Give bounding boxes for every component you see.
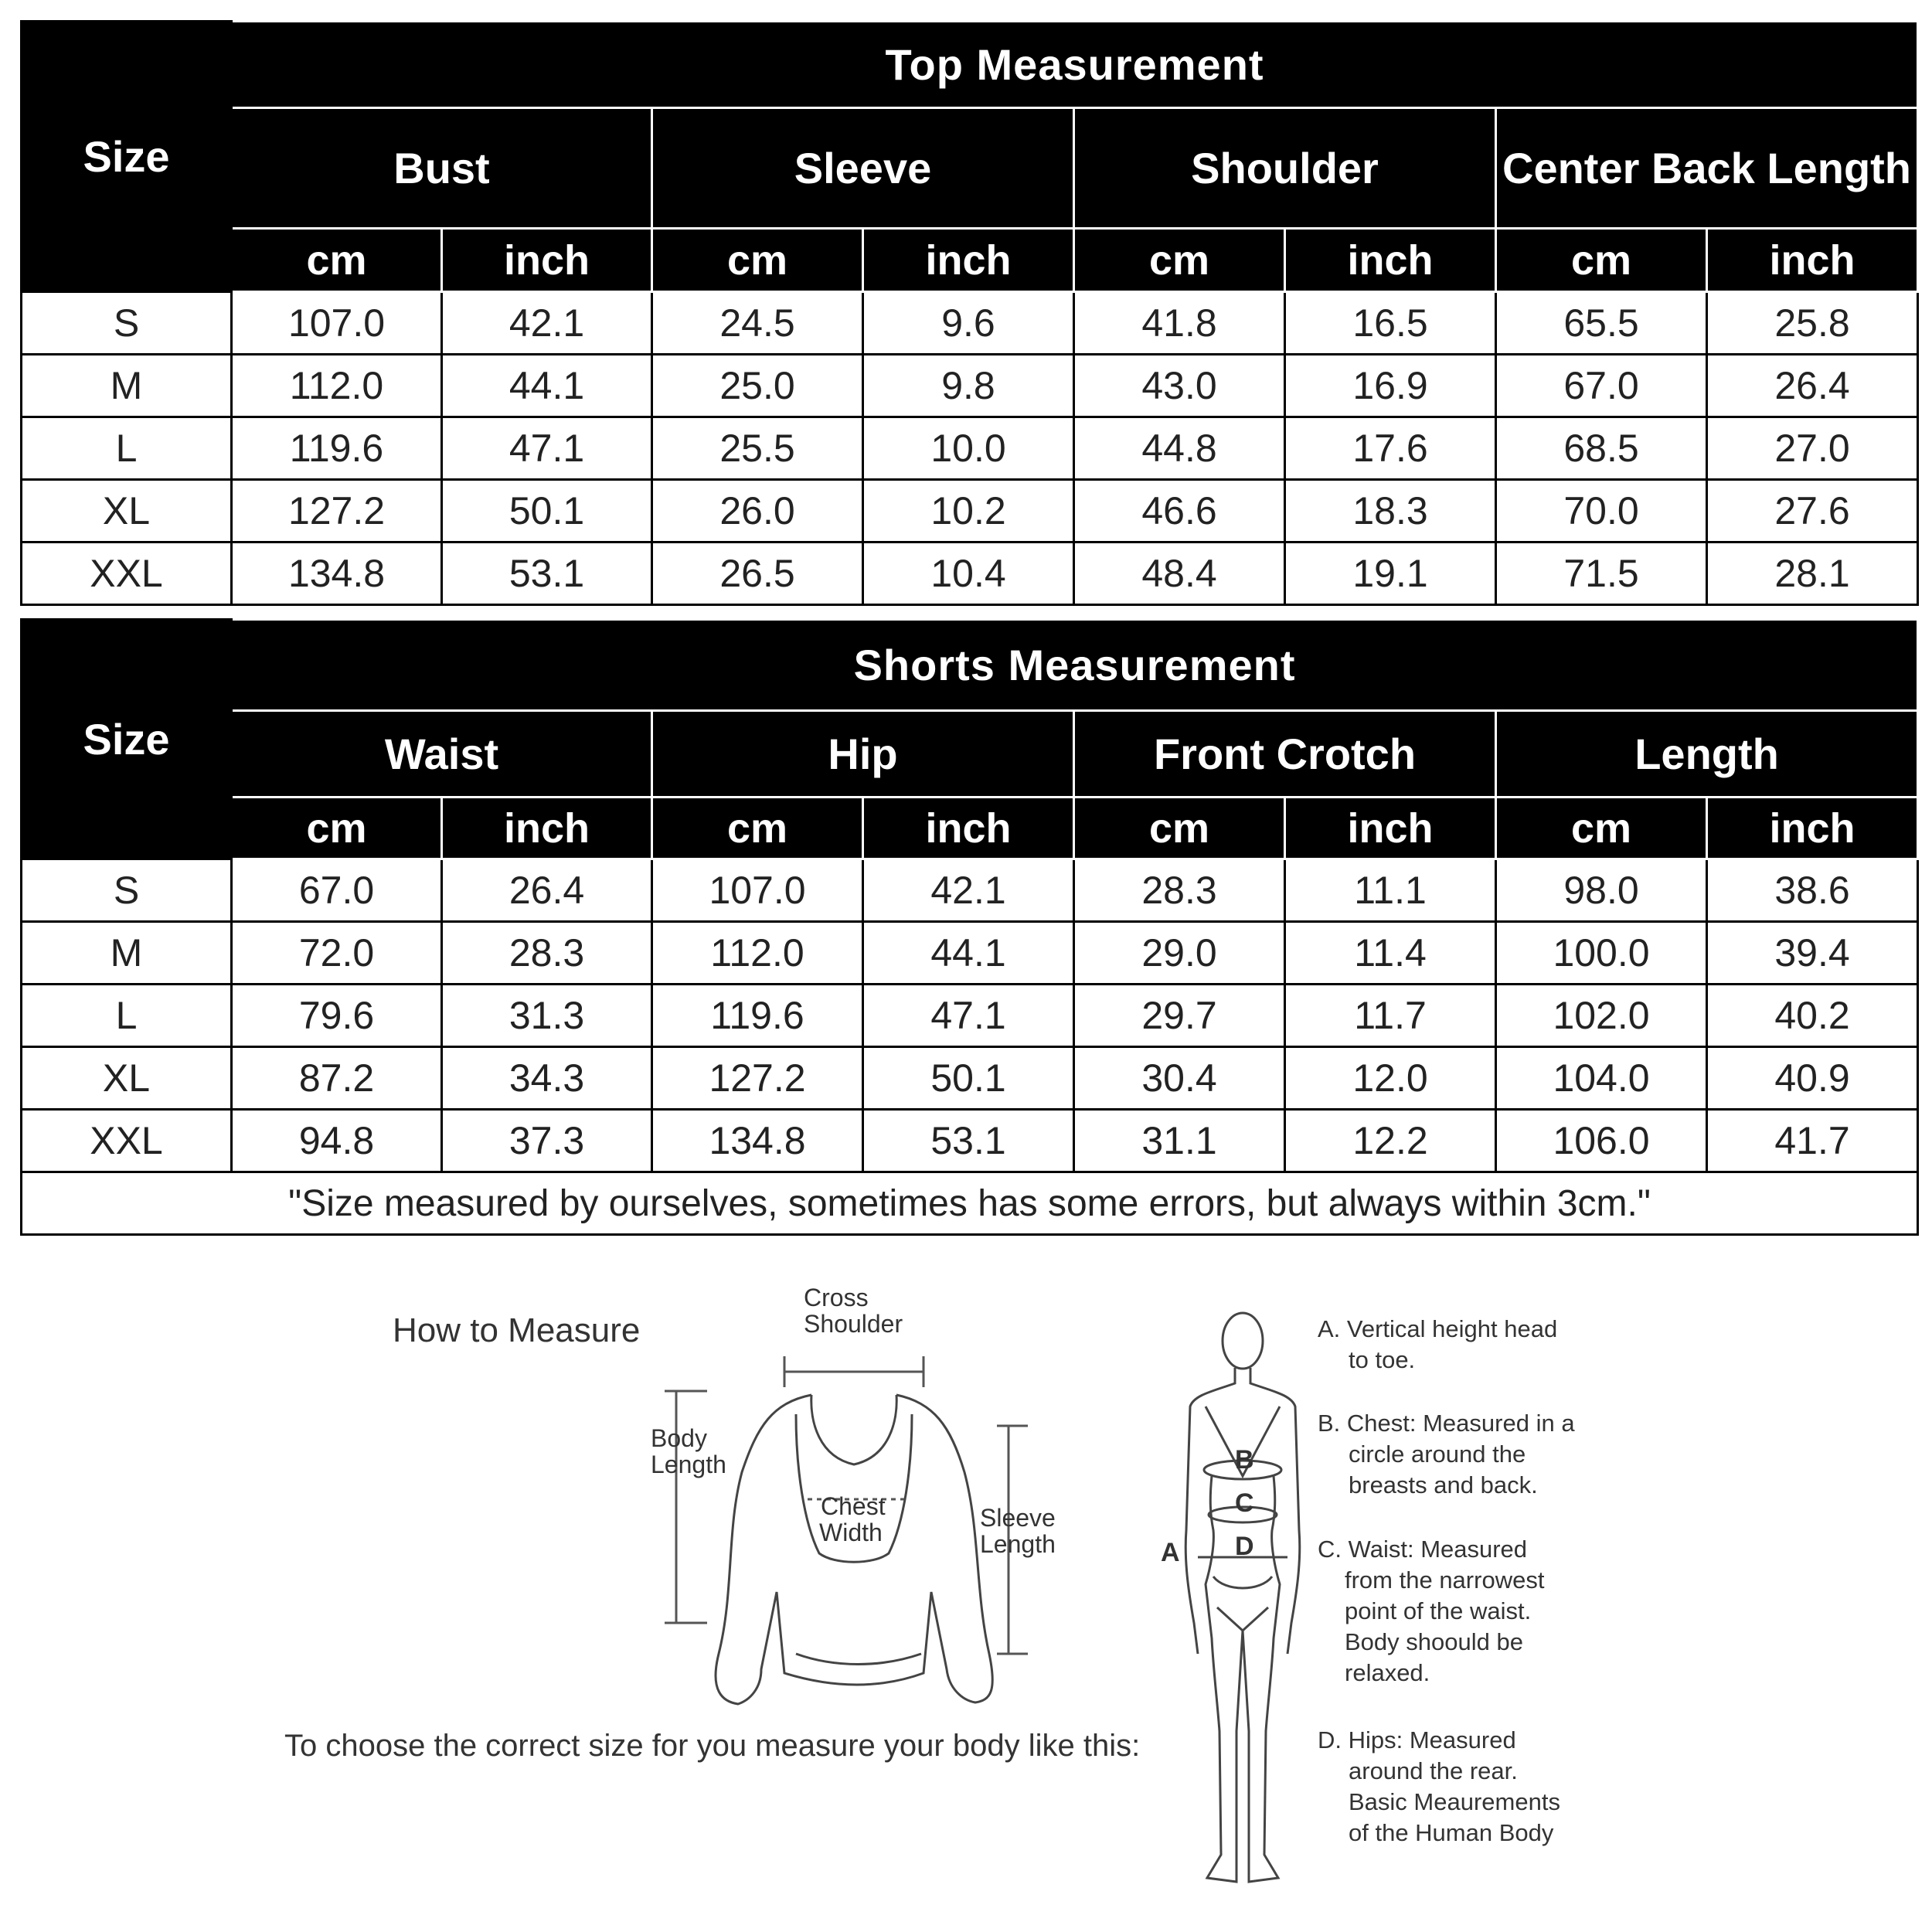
body-length-label-2: Length — [651, 1451, 726, 1478]
table-row — [22, 985, 1918, 1047]
value-cell: 31.3 — [442, 985, 652, 1047]
unit-header: inch — [442, 798, 652, 859]
value-cell: 11.1 — [1285, 859, 1496, 922]
value-cell: 30.4 — [1074, 1047, 1285, 1110]
unit-header: cm — [652, 798, 863, 859]
size-cell: L — [22, 985, 232, 1047]
value-cell: 31.1 — [1074, 1110, 1285, 1172]
note-b-line-2: circle around the — [1349, 1440, 1526, 1468]
unit-header: cm — [232, 798, 442, 859]
shorts-measurement-table — [20, 618, 1919, 1236]
value-cell: 119.6 — [652, 985, 863, 1047]
table-row — [22, 355, 1918, 417]
note-b-line-1: B. Chest: Measured in a — [1318, 1410, 1575, 1437]
size-cell: XL — [22, 480, 232, 543]
value-cell: 9.8 — [863, 355, 1074, 417]
size-cell: XL — [22, 1047, 232, 1110]
table-row — [22, 543, 1918, 605]
size-cell: XXL — [22, 543, 232, 605]
value-cell: 28.1 — [1707, 543, 1918, 605]
value-cell: 42.1 — [863, 859, 1074, 922]
size-cell: S — [22, 859, 232, 922]
value-cell: 40.9 — [1707, 1047, 1918, 1110]
value-cell: 26.4 — [1707, 355, 1918, 417]
unit-header: inch — [1707, 798, 1918, 859]
value-cell: 100.0 — [1496, 922, 1707, 985]
group-header-shoulder: Shoulder — [1074, 108, 1496, 229]
value-cell: 16.9 — [1285, 355, 1496, 417]
group-header-center-back-length: Center Back Length — [1496, 108, 1918, 229]
value-cell: 47.1 — [863, 985, 1074, 1047]
size-cell: L — [22, 417, 232, 480]
note-c-line-3: point of the waist. — [1345, 1597, 1532, 1624]
unit-header: cm — [1496, 229, 1707, 292]
value-cell: 119.6 — [232, 417, 442, 480]
value-cell: 27.6 — [1707, 480, 1918, 543]
value-cell: 29.0 — [1074, 922, 1285, 985]
value-cell: 25.0 — [652, 355, 863, 417]
value-cell: 24.5 — [652, 292, 863, 355]
value-cell: 19.1 — [1285, 543, 1496, 605]
value-cell: 71.5 — [1496, 543, 1707, 605]
value-cell: 112.0 — [652, 922, 863, 985]
value-cell: 10.0 — [863, 417, 1074, 480]
value-cell: 107.0 — [652, 859, 863, 922]
value-cell: 46.6 — [1074, 480, 1285, 543]
value-cell: 28.3 — [442, 922, 652, 985]
unit-header: cm — [1074, 229, 1285, 292]
value-cell: 39.4 — [1707, 922, 1918, 985]
table-row — [22, 922, 1918, 985]
table-row — [22, 1047, 1918, 1110]
marker-d: D — [1235, 1532, 1254, 1561]
value-cell: 12.0 — [1285, 1047, 1496, 1110]
group-header-front-crotch: Front Crotch — [1074, 711, 1496, 798]
chest-width-label-1: Chest — [821, 1492, 886, 1520]
value-cell: 27.0 — [1707, 417, 1918, 480]
value-cell: 18.3 — [1285, 480, 1496, 543]
size-cell: S — [22, 292, 232, 355]
value-cell: 70.0 — [1496, 480, 1707, 543]
note-a-line-1: A. Vertical height head — [1318, 1315, 1558, 1342]
note-c-line-2: from the narrowest — [1345, 1566, 1545, 1594]
unit-header: cm — [1496, 798, 1707, 859]
value-cell: 50.1 — [442, 480, 652, 543]
note-c-line-5: relaxed. — [1345, 1659, 1430, 1686]
value-cell: 11.4 — [1285, 922, 1496, 985]
value-cell: 79.6 — [232, 985, 442, 1047]
value-cell: 65.5 — [1496, 292, 1707, 355]
group-header-length: Length — [1496, 711, 1918, 798]
value-cell: 42.1 — [442, 292, 652, 355]
value-cell: 11.7 — [1285, 985, 1496, 1047]
value-cell: 127.2 — [232, 480, 442, 543]
value-cell: 29.7 — [1074, 985, 1285, 1047]
note-d-line-1: D. Hips: Measured — [1318, 1726, 1516, 1753]
value-cell: 25.5 — [652, 417, 863, 480]
value-cell: 10.2 — [863, 480, 1074, 543]
note-b-line-3: breasts and back. — [1349, 1471, 1538, 1498]
shorts-measurement-title: Shorts Measurement — [232, 620, 1918, 711]
value-cell: 53.1 — [863, 1110, 1074, 1172]
value-cell: 102.0 — [1496, 985, 1707, 1047]
size-header: Size — [22, 22, 232, 292]
choose-size-instruction: To choose the correct size for you measure your body like this: — [284, 1729, 1141, 1763]
value-cell: 47.1 — [442, 417, 652, 480]
value-cell: 104.0 — [1496, 1047, 1707, 1110]
table-row — [22, 292, 1918, 355]
how-to-measure-label: How to Measure — [393, 1311, 641, 1349]
value-cell: 50.1 — [863, 1047, 1074, 1110]
table-row — [22, 480, 1918, 543]
size-cell: XXL — [22, 1110, 232, 1172]
value-cell: 106.0 — [1496, 1110, 1707, 1172]
note-c-line-4: Body shoould be — [1345, 1628, 1523, 1655]
value-cell: 43.0 — [1074, 355, 1285, 417]
value-cell: 40.2 — [1707, 985, 1918, 1047]
unit-header: inch — [863, 798, 1074, 859]
sleeve-length-label-1: Sleeve — [980, 1504, 1056, 1532]
value-cell: 134.8 — [652, 1110, 863, 1172]
value-cell: 72.0 — [232, 922, 442, 985]
value-cell: 67.0 — [232, 859, 442, 922]
measurement-note: "Size measured by ourselves, sometimes has some errors, but always within 3cm." — [22, 1172, 1918, 1235]
value-cell: 67.0 — [1496, 355, 1707, 417]
value-cell: 127.2 — [652, 1047, 863, 1110]
value-cell: 26.0 — [652, 480, 863, 543]
value-cell: 98.0 — [1496, 859, 1707, 922]
group-header-waist: Waist — [232, 711, 652, 798]
value-cell: 12.2 — [1285, 1110, 1496, 1172]
value-cell: 26.4 — [442, 859, 652, 922]
shirt-illustration — [716, 1395, 992, 1704]
unit-header: cm — [652, 229, 863, 292]
cross-shoulder-label-2: Shoulder — [804, 1310, 903, 1338]
value-cell: 44.8 — [1074, 417, 1285, 480]
sleeve-length-label-2: Length — [980, 1530, 1056, 1558]
value-cell: 25.8 — [1707, 292, 1918, 355]
value-cell: 107.0 — [232, 292, 442, 355]
table-row — [22, 417, 1918, 480]
unit-header: inch — [1285, 798, 1496, 859]
note-a-line-2: to toe. — [1349, 1346, 1416, 1373]
unit-header: inch — [1707, 229, 1918, 292]
unit-header: inch — [1285, 229, 1496, 292]
note-d-line-2: around the rear. — [1349, 1757, 1518, 1784]
value-cell: 9.6 — [863, 292, 1074, 355]
note-c-line-1: C. Waist: Measured — [1318, 1536, 1528, 1563]
value-cell: 112.0 — [232, 355, 442, 417]
size-cell: M — [22, 922, 232, 985]
marker-a: A — [1161, 1538, 1180, 1567]
top-measurement-table — [20, 20, 1919, 606]
value-cell: 44.1 — [863, 922, 1074, 985]
marker-b: B — [1235, 1445, 1254, 1475]
value-cell: 68.5 — [1496, 417, 1707, 480]
human-body-figure — [1185, 1313, 1300, 1882]
note-d-line-4: of the Human Body — [1349, 1819, 1554, 1846]
value-cell: 10.4 — [863, 543, 1074, 605]
value-cell: 48.4 — [1074, 543, 1285, 605]
table-row — [22, 1110, 1918, 1172]
value-cell: 44.1 — [442, 355, 652, 417]
body-length-label-1: Body — [651, 1424, 707, 1452]
marker-c: C — [1235, 1488, 1254, 1518]
value-cell: 16.5 — [1285, 292, 1496, 355]
value-cell: 53.1 — [442, 543, 652, 605]
group-header-bust: Bust — [232, 108, 652, 229]
value-cell: 34.3 — [442, 1047, 652, 1110]
how-to-measure-diagram — [0, 1267, 1932, 1932]
cross-shoulder-label-1: Cross — [804, 1284, 869, 1311]
chest-width-label-2: Width — [819, 1519, 883, 1546]
group-header-hip: Hip — [652, 711, 1074, 798]
value-cell: 41.7 — [1707, 1110, 1918, 1172]
value-cell: 134.8 — [232, 543, 442, 605]
value-cell: 41.8 — [1074, 292, 1285, 355]
size-header: Size — [22, 620, 232, 859]
value-cell: 38.6 — [1707, 859, 1918, 922]
table-row — [22, 859, 1918, 922]
value-cell: 94.8 — [232, 1110, 442, 1172]
note-d-line-3: Basic Meaurements — [1349, 1788, 1560, 1815]
value-cell: 28.3 — [1074, 859, 1285, 922]
top-measurement-title: Top Measurement — [232, 22, 1918, 108]
unit-header: cm — [232, 229, 442, 292]
value-cell: 26.5 — [652, 543, 863, 605]
value-cell: 17.6 — [1285, 417, 1496, 480]
unit-header: cm — [1074, 798, 1285, 859]
unit-header: inch — [442, 229, 652, 292]
size-cell: M — [22, 355, 232, 417]
unit-header: inch — [863, 229, 1074, 292]
value-cell: 87.2 — [232, 1047, 442, 1110]
group-header-sleeve: Sleeve — [652, 108, 1074, 229]
value-cell: 37.3 — [442, 1110, 652, 1172]
measurement-notes — [1318, 1315, 1575, 1846]
